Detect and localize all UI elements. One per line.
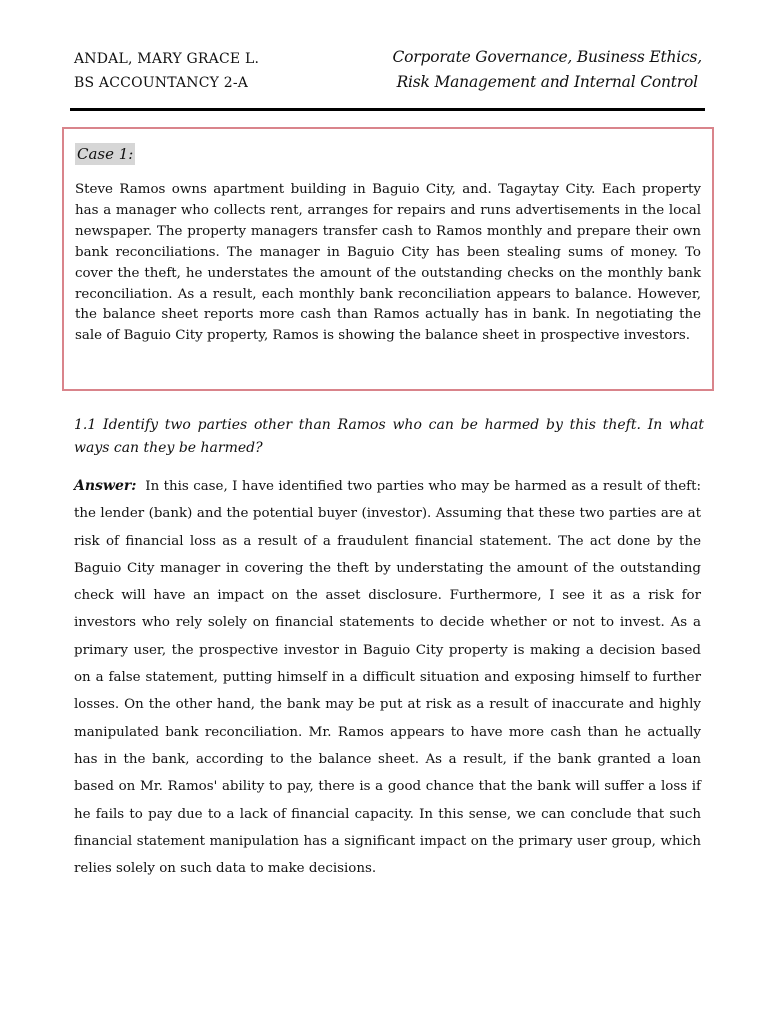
case-body: Steve Ramos owns apartment building in Baguio City, and. Tagaytay City. Each property has a manager who collects rent, arranges for repairs and runs advertisements in the local newspaper. The property managers transfer cash to Ramos monthly and prepare their own bank reconciliations. The manager in Baguio City has been stealing sums of money. To cover the theft, he understates the amount of the outstanding checks on the monthly bank reconciliation. As a result, each monthly bank reconciliation appears to balance. However, the balance sheet reports more cash than Ramos actually has in bank. In negotiating the sale of Baguio City property, Ramos is showing the balance sheet in prospective investors. [75, 182, 701, 344]
question-text: 1.1 Identify two parties other than Ramos who can be harmed by this theft. In what ways can they be harmed? [74, 417, 704, 456]
course-title-line-2: Risk Management and Internal Control [396, 73, 698, 91]
case-box [62, 127, 714, 391]
author-name: ANDAL, MARY GRACE L. [74, 51, 260, 67]
case-title: Case 1: [77, 145, 134, 163]
answer-text: In this case, I have identified two parties who may be harmed as a result of theft: the lender (bank) and the potential buyer (investor). Assuming that these two parties are at risk of financial loss as a result of a fraudulent financial statement. The act done by the Baguio City manager in covering the theft by understating the amount of the outstanding check will have an impact on the asset disclosure. Furthermore, I see it as a risk for investors who rely solely on financial statements to decide whether or not to invest. As a primary user, the prospective investor in Baguio City property is making a decision based on a false statement, putting himself in a difficult situation and exposing himself to further losses. On the other hand, the bank may be put at risk as a result of inaccurate and highly manipulated bank reconciliation. Mr. Ramos appears to have more cash than he actually has in the bank, according to the balance sheet. As a result, if the bank granted a loan based on Mr. Ramos' ability to pay, there is a good chance that the bank will suffer a loss if he fails to pay due to a lack of financial capacity. In this sense, we can conclude that such financial statement manipulation has a significant impact on the primary user group, which relies solely on such data to make decisions. [74, 479, 701, 877]
course-title-block [392, 45, 702, 95]
answer-paragraph [74, 473, 701, 882]
author-block [74, 47, 259, 95]
course-title-line-1: Corporate Governance, Business Ethics, [392, 48, 702, 66]
answer-label: Answer: [74, 478, 137, 494]
program-name: BS ACCOUNTANCY 2-A [74, 75, 249, 91]
header-divider [70, 108, 705, 111]
